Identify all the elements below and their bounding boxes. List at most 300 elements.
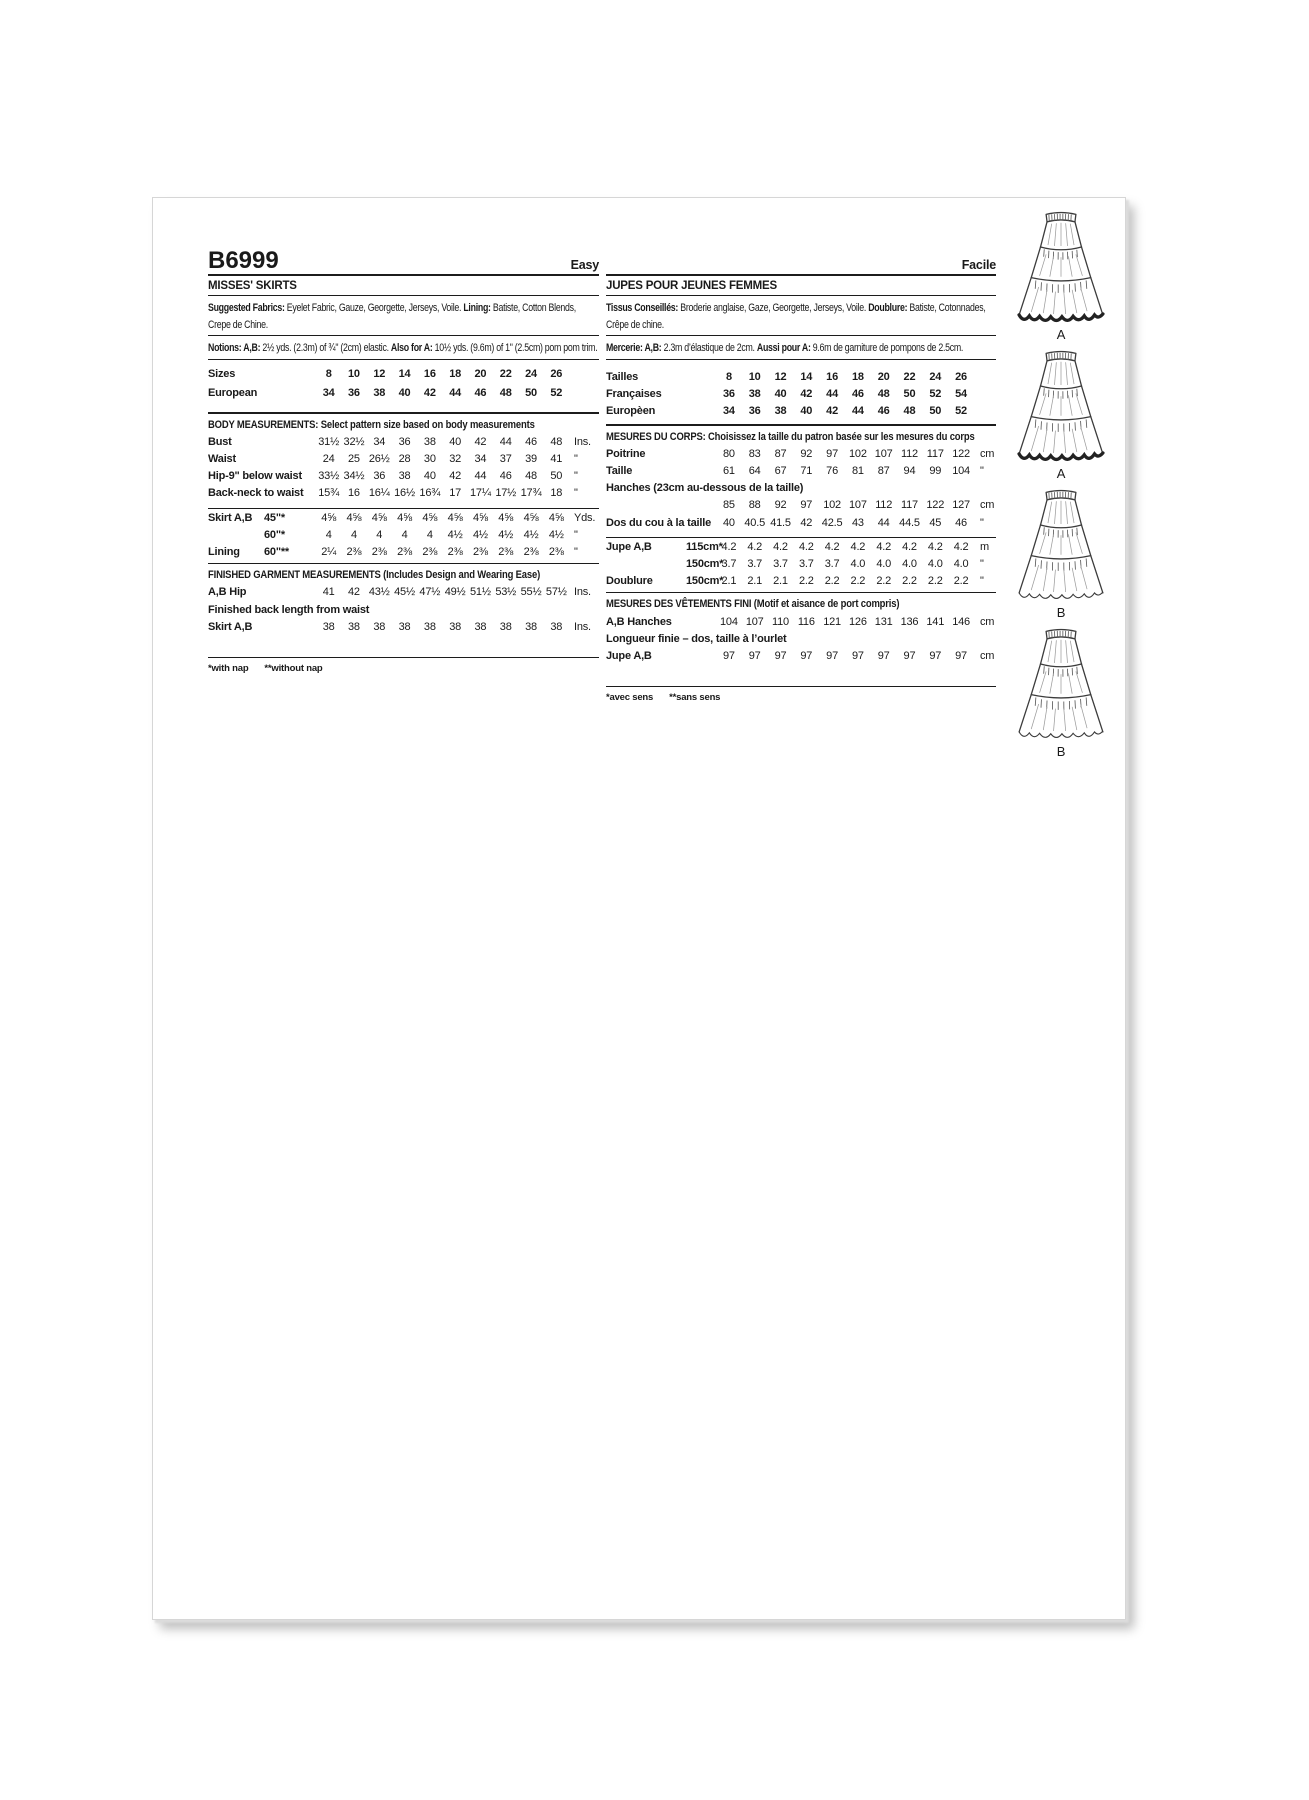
divider [606,592,996,593]
cell-value: 4⅝ [498,511,514,524]
style-letter: A [1056,466,1066,481]
row-label: Poitrine [606,447,646,460]
cell-value: 32½ [343,435,365,448]
row-width-label [686,515,716,532]
row-width-label [686,497,716,514]
table-row [606,446,996,463]
cell-value: 46 [525,435,537,448]
cell-value: 48 [550,435,563,448]
cell-value: 34 [474,452,487,465]
row-label: Jupe A,B [606,540,652,553]
cell-value: 99 [929,464,942,477]
cell-value: 50 [903,387,916,400]
table-section-header: FINISHED GARMENT MEASUREMENTS (Includes Design and Wearing Ease) [208,569,541,582]
cell-value: 36 [373,470,386,483]
footnote-en [208,663,599,674]
cell-value: 64 [748,464,761,477]
cell-value: 97 [877,649,890,662]
cell-value: 52 [550,386,563,399]
cell-value: 57½ [545,586,567,599]
divider [606,359,996,360]
divider [208,295,599,296]
row-label: Jupe A,B [606,649,652,662]
notions-paragraph-fr [606,340,998,357]
row-unit: " [979,575,984,588]
cell-value: 97 [800,499,813,512]
divider [208,657,599,658]
cell-value: 4.0 [850,557,866,570]
divider [208,359,599,360]
cell-value: 4½ [548,528,564,541]
cell-value: 34½ [343,470,365,483]
cell-value: 48 [877,387,890,400]
paragraph-text: Eyelet Fabric, Gauze, Georgette, Jerseys, Voile. [284,302,464,314]
row-label: Hip-9" below waist [208,470,302,483]
cell-value: 131 [874,615,893,628]
table-row [208,584,599,601]
cell-value: 40 [449,435,462,448]
paragraph-text: Batiste, Cotonnades, Crêpe de chine. [606,302,986,331]
cell-value: 38 [550,620,563,633]
table-row [208,384,599,403]
cell-value: 10 [748,370,761,383]
row-unit: " [979,557,984,570]
row-width-label: 60"** [264,545,290,558]
yardage-table-en [208,510,599,562]
cell-value: 2.1 [773,575,788,588]
table-row [606,556,996,573]
cell-value: 16 [348,487,360,500]
style-illustrations [1003,206,1119,762]
row-label: Skirt A,B [208,511,253,524]
cell-value: 42 [348,586,360,599]
cell-value: 3.7 [721,557,737,570]
row-label: A,B Hanches [606,615,672,628]
cell-value: 17¼ [470,487,491,500]
row-unit: " [573,452,578,465]
cell-value: 42 [800,387,813,400]
table-row [208,544,599,561]
row-width-label [686,614,716,631]
cell-value: 97 [903,649,916,662]
cell-value: 3.7 [773,557,788,570]
divider [606,686,996,687]
cell-value: 24 [525,367,537,380]
cell-value: 4.2 [824,540,840,553]
difficulty-label-fr: Facile [961,258,996,272]
cell-value: 52 [929,387,942,400]
cell-value: 4½ [523,528,539,541]
cell-value: 41 [322,586,335,599]
cell-value: 4⅝ [371,511,387,524]
pattern-number: B6999 [208,247,279,274]
cell-value: 4.2 [850,540,866,553]
cell-value: 97 [722,649,735,662]
cell-value: 4½ [472,528,488,541]
cell-value: 104 [720,615,738,628]
row-label: Sizes [208,367,236,380]
row-label: Bust [208,435,232,448]
cell-value: 26½ [368,452,390,465]
cell-value: 22 [903,370,916,383]
section-title-en: MISSES' SKIRTS [208,280,297,292]
cell-value: 41.5 [770,516,791,529]
cell-value: 43½ [368,586,390,599]
cell-value: 49½ [444,586,466,599]
cell-value: 26 [550,367,563,380]
cell-value: 33½ [318,470,340,483]
paragraph-text: 2.3m d’élastique de 2cm. [661,342,757,354]
paragraph-bold-text: Also for A: [390,342,433,354]
cell-value: 4.2 [902,540,917,553]
header-line-en [208,248,599,272]
table-row [606,403,996,420]
cell-value: 2¼ [321,545,337,558]
cell-value: 16¾ [419,487,441,500]
cell-value: 76 [826,464,838,477]
cell-value: 16¼ [368,487,390,500]
divider [208,563,599,564]
cell-value: 36 [748,404,761,417]
cell-value: 4⅝ [397,511,412,524]
sizes-table-fr [606,369,996,420]
cell-value: 4 [401,528,408,541]
row-unit: Ins. [573,620,591,633]
row-width-label [686,386,716,403]
cell-value: 14 [800,370,813,383]
cell-value: 4⅝ [447,511,463,524]
table-row-label: Hanches (23cm au-dessous de la taille) [606,482,804,495]
cell-value: 40 [722,516,735,529]
cell-value: 97 [929,649,942,662]
cell-value: 88 [748,499,761,512]
cell-value: 46 [955,516,967,529]
cell-value: 8 [725,370,732,383]
cell-value: 34 [722,404,735,417]
cell-value: 20 [877,370,890,383]
english-column [208,248,599,674]
row-label: Back-neck to waist [208,487,304,500]
paragraph-bold-text: Doublure: [868,302,908,314]
cell-value: 2⅜ [371,545,387,558]
cell-value: 136 [900,615,919,628]
paragraph-bold-text: Aussi pour A: [756,342,811,354]
cell-value: 85 [722,499,735,512]
cell-value: 38 [398,620,411,633]
cell-value: 42.5 [821,516,843,529]
skirt-view-a [1003,345,1119,481]
row-label: Taille [606,464,633,477]
cell-value: 2.2 [953,575,969,588]
table-row [208,468,599,485]
row-unit: " [573,545,578,558]
row-width-label [686,648,716,665]
divider [208,508,599,509]
skirt-view-b [1003,484,1119,620]
cell-value: 40 [398,386,411,399]
row-unit: " [979,464,984,477]
footnote-with-nap: *with nap [208,662,249,674]
finished-measurements-table-fr [606,596,996,665]
table-row [606,463,996,480]
table-row [208,510,599,527]
cell-value: 67 [774,464,787,477]
cell-value: 102 [823,499,841,512]
cell-value: 2⅜ [397,545,412,558]
cell-value: 17 [449,487,462,500]
table-row [208,527,599,544]
suggested-fabrics-paragraph [208,300,600,333]
cell-value: 40 [800,404,813,417]
table-row [606,369,996,386]
divider [208,335,599,336]
cell-value: 40 [423,470,436,483]
cell-value: 38 [499,620,512,633]
cell-value: 10 [348,367,360,380]
paragraph-text: Broderie anglaise, Gaze, Georgette, Jerseys, Voile. [678,302,869,314]
cell-value: 25 [348,452,360,465]
row-width-label: 60"* [264,528,285,541]
suggested-fabrics-paragraph-fr [606,300,998,333]
row-width-label: 150cm* [686,575,724,588]
table-row-label: Longueur finie – dos, taille à l’ourlet [606,632,787,645]
cell-value: 4.0 [927,557,943,570]
row-width-label [264,468,316,485]
cell-value: 44 [499,435,512,448]
cell-value: 50 [550,470,563,483]
cell-value: 2.2 [798,575,814,588]
cell-value: 42 [474,435,487,448]
cell-value: 44 [851,404,864,417]
cell-value: 107 [849,499,867,512]
cell-value: 112 [901,447,918,460]
cell-value: 3.7 [824,557,840,570]
cell-value: 24 [929,370,942,383]
cell-value: 18 [550,487,563,500]
row-width-label [264,619,316,636]
row-unit: cm [979,615,995,628]
footnote-avec-sens: *avec sens [606,692,654,704]
cell-value: 4⅝ [548,511,564,524]
cell-value: 44 [474,470,487,483]
cell-value: 44 [449,386,462,399]
table-row [606,614,996,631]
paragraph-text: 2½ yds. (2.3m) of ¾" (2cm) elastic. [260,342,391,354]
cell-value: 4.0 [902,557,917,570]
paragraph-bold-text: Suggested Fabrics: [208,302,285,314]
cell-value: 55½ [520,586,542,599]
cell-value: 54 [955,387,967,400]
paragraph-bold-text: Notions: A,B: [208,342,261,354]
cell-value: 97 [851,649,864,662]
cell-value: 2.1 [747,575,763,588]
row-unit: Ins. [573,435,591,448]
footnote-without-nap: **without nap [264,662,323,674]
paragraph-text: Batiste, Cotton Blends, Crepe de Chine. [208,302,576,331]
cell-value: 46 [851,387,864,400]
cell-value: 37 [499,452,512,465]
skirt-view-a [1003,206,1119,342]
cell-value: 51½ [470,586,491,599]
cell-value: 94 [903,464,916,477]
cell-value: 18 [851,370,864,383]
row-width-label [686,446,716,463]
body-measurements-table-fr [606,429,996,532]
divider [606,274,996,276]
cell-value: 122 [926,499,945,512]
cell-value: 22 [499,367,512,380]
cell-value: 38 [774,404,787,417]
cell-value: 36 [348,386,360,399]
cell-value: 2⅜ [498,545,514,558]
section-title-fr: JUPES POUR JEUNES FEMMES [606,280,777,292]
row-unit: " [979,516,984,529]
row-label: Tailles [606,370,639,383]
table-row [606,539,996,556]
row-unit: " [573,487,578,500]
cell-value: 41 [550,452,563,465]
cell-value: 2⅜ [346,545,362,558]
cell-value: 2.2 [902,575,917,588]
row-label: Europèen [606,404,656,417]
table-section-header: MESURES DU CORPS: Choisissez la taille du patron basée sur les mesures du corps [606,430,975,443]
cell-value: 4.2 [927,540,943,553]
row-unit: m [979,540,989,553]
french-column [606,248,996,703]
row-width-label [264,485,316,502]
row-label [606,556,686,573]
row-width-label [264,434,316,451]
cell-value: 44 [877,516,890,529]
table-row [208,485,599,502]
cell-value: 46 [877,404,890,417]
cell-value: 38 [449,620,462,633]
footnote-sans-sens: **sans sens [669,692,721,704]
row-label: European [208,386,258,399]
paragraph-bold-text: Tissus Conseillés: [606,302,679,314]
divider [208,274,599,276]
cell-value: 112 [875,499,893,512]
cell-value: 104 [952,464,970,477]
cell-value: 87 [774,447,787,460]
table-row [606,573,996,590]
skirt-view-b [1003,623,1119,759]
cell-value: 42 [423,386,436,399]
cell-value: 44 [826,387,838,400]
paragraph-bold-text: Mercerie: A,B: [606,342,662,354]
tiered-skirt-drawing [1005,484,1117,605]
row-unit: cm [979,447,995,460]
cell-value: 24 [322,452,335,465]
cell-value: 2⅜ [523,545,539,558]
row-label [606,497,686,514]
cell-value: 102 [849,447,867,460]
cell-value: 2.2 [824,575,840,588]
pattern-envelope-page [152,197,1126,1620]
notions-paragraph [208,340,600,357]
cell-value: 71 [800,464,813,477]
paragraph-bold-text: Lining: [463,302,491,314]
cell-value: 17¾ [520,487,542,500]
cell-value: 48 [499,386,512,399]
cell-value: 45½ [394,586,415,599]
cell-value: 16 [423,367,436,380]
row-unit: Yds. [573,511,596,524]
cell-value: 2⅜ [447,545,463,558]
row-label: Lining [208,545,240,558]
cell-value: 117 [926,447,944,460]
cell-value: 47½ [419,586,441,599]
row-label: Waist [208,452,236,465]
cell-value: 4⅝ [523,511,539,524]
cell-value: 2.2 [850,575,866,588]
cell-value: 39 [525,452,537,465]
row-label: Dos du cou à la taille [606,516,712,529]
row-unit: " [573,528,578,541]
tiered-skirt-drawing [1005,623,1117,744]
cell-value: 4 [426,528,433,541]
finished-measurements-table-en [208,567,599,636]
divider [606,537,996,538]
cell-value: 2.2 [876,575,892,588]
row-unit: cm [979,649,995,662]
table-row [208,365,599,384]
cell-value: 3.7 [798,557,814,570]
cell-value: 38 [373,620,386,633]
cell-value: 4.0 [953,557,969,570]
cell-value: 48 [903,404,916,417]
cell-value: 4⅝ [422,511,438,524]
cell-value: 116 [797,615,815,628]
cell-value: 50 [929,404,942,417]
cell-value: 38 [525,620,537,633]
difficulty-label-en: Easy [570,258,599,272]
cell-value: 97 [955,649,967,662]
divider [606,335,996,336]
sizes-table-en [208,365,599,403]
divider [606,295,996,296]
cell-value: 146 [952,615,970,628]
cell-value: 97 [826,649,838,662]
table-row [208,451,599,468]
cell-value: 31½ [318,435,340,448]
row-width-label: 115cm* [686,540,723,553]
cell-value: 2⅜ [472,545,488,558]
cell-value: 38 [423,435,436,448]
row-unit: " [573,470,578,483]
cell-value: 83 [748,447,761,460]
row-unit: Ins. [573,586,591,599]
header-line-fr [606,248,996,272]
cell-value: 107 [874,447,893,460]
table-row [606,497,996,514]
cell-value: 12 [774,370,787,383]
cell-value: 4⅝ [472,511,488,524]
cell-value: 38 [348,620,360,633]
table-row [606,386,996,403]
row-width-label [264,451,316,468]
cell-value: 38 [474,620,487,633]
divider [208,412,599,414]
cell-value: 48 [525,470,537,483]
cell-value: 45 [929,516,942,529]
cell-value: 17½ [495,487,517,500]
cell-value: 42 [800,516,813,529]
cell-value: 4⅝ [321,511,337,524]
cell-value: 4.2 [798,540,814,553]
cell-value: 2.1 [721,575,737,588]
cell-value: 81 [851,464,864,477]
